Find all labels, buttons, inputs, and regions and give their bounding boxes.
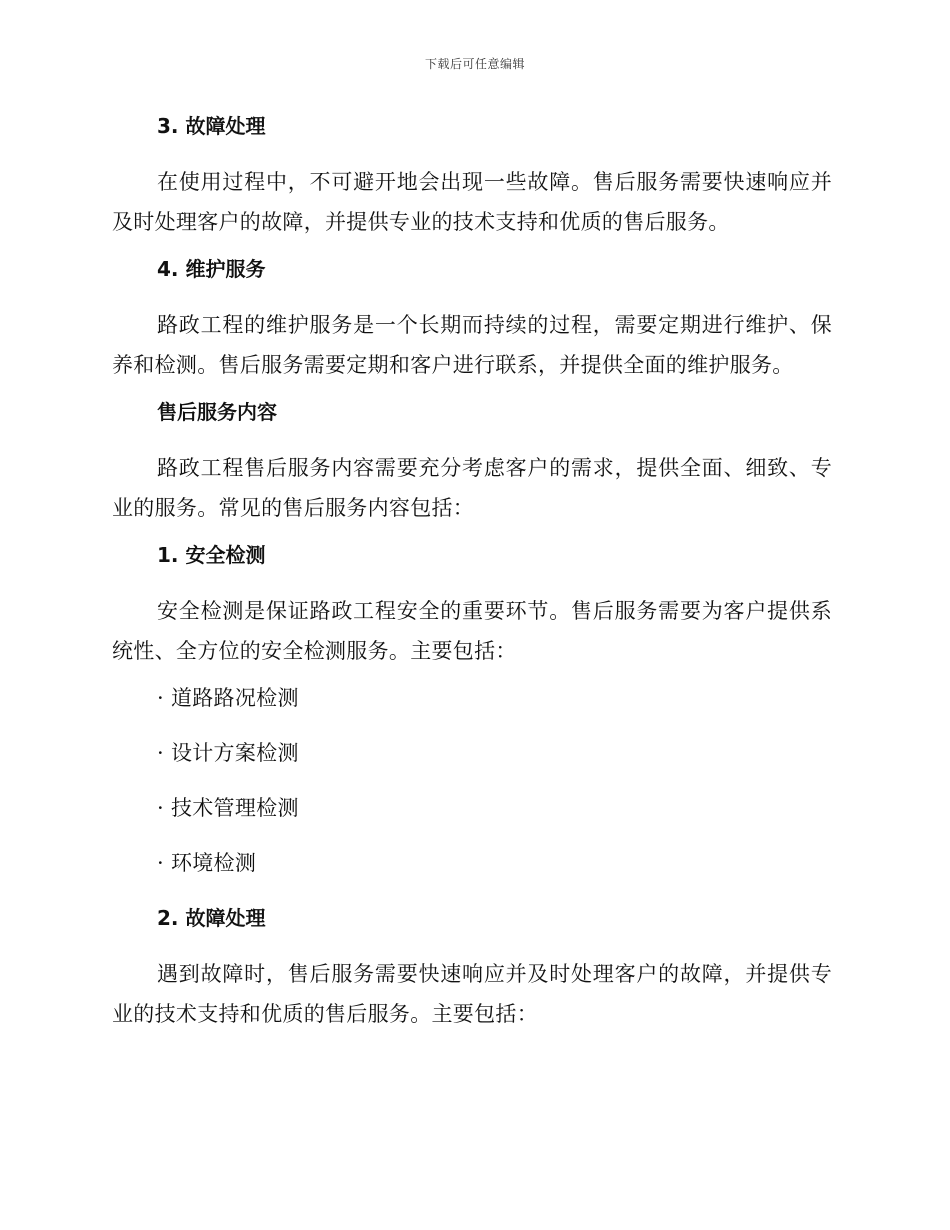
bullet-item-tech-management: · 技术管理检测 bbox=[157, 796, 299, 820]
paragraph-maintenance: 路政工程的维护服务是一个长期而持续的过程，需要定期进行维护、保养和检测。售后服务需要定期和客户进行联系，并提供全面的维护服务。 bbox=[112, 313, 832, 377]
bullet-item-environment: · 环境检测 bbox=[157, 851, 257, 875]
paragraph-fault-response: 遇到故障时，售后服务需要快速响应并及时处理客户的故障，并提供专业的技术支持和优质的售后服务。主要包括： bbox=[112, 962, 832, 1026]
document-body bbox=[112, 112, 832, 1047]
bullet-item-design-plan: · 设计方案检测 bbox=[157, 741, 299, 765]
page-header-note: 下载后可任意编辑 bbox=[424, 57, 525, 71]
section-heading-fault-handling-2: 2. 故障处理 bbox=[157, 906, 266, 930]
section-heading-service-content: 售后服务内容 bbox=[157, 400, 277, 424]
paragraph-fault-handling: 在使用过程中，不可避开地会出现一些故障。售后服务需要快速响应并及时处理客户的故障，并提供专业的技术支持和优质的售后服务。 bbox=[112, 170, 832, 234]
section-heading-fault-handling-3: 3. 故障处理 bbox=[157, 114, 266, 138]
paragraph-service-content: 路政工程售后服务内容需要充分考虑客户的需求，提供全面、细致、专业的服务。常见的售后服务内容包括： bbox=[112, 456, 832, 520]
section-heading-maintenance: 4. 维护服务 bbox=[157, 257, 266, 281]
bullet-item-road-condition: · 道路路况检测 bbox=[157, 686, 299, 710]
paragraph-safety-inspection: 安全检测是保证路政工程安全的重要环节。售后服务需要为客户提供系统性、全方位的安全检测服务。主要包括： bbox=[112, 599, 832, 663]
section-heading-safety-inspection: 1. 安全检测 bbox=[157, 543, 266, 567]
